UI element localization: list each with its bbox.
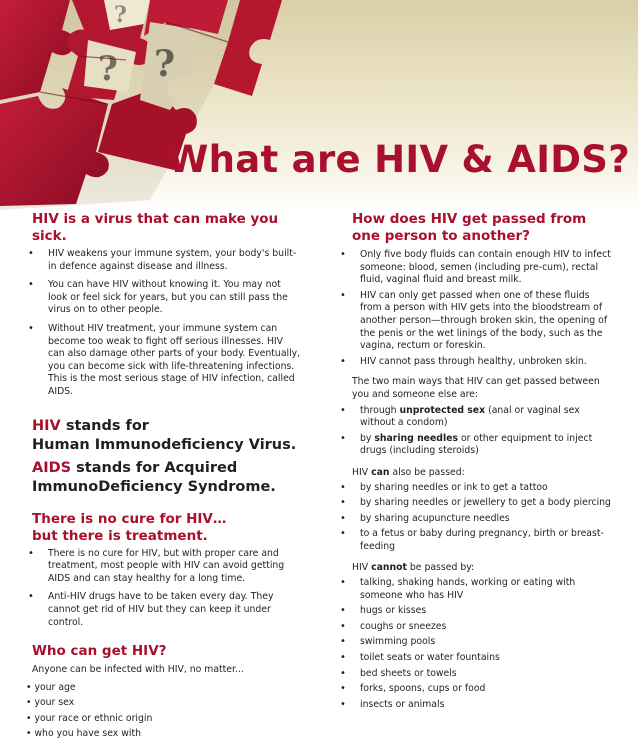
- list-item: • Anti-HIV drugs have to be taken every day. They cannot get rid of HIV but they can keep it under control.: [26, 591, 302, 629]
- list-item: • talking, shaking hands, working or eating with someone who has HIV: [338, 577, 614, 602]
- list-item: • insects or animals: [338, 699, 614, 712]
- list-item: • forks, spoons, cups or food: [338, 683, 614, 696]
- page-title: What are HIV & AIDS?: [167, 138, 630, 181]
- section-heading-hiv-virus: HIV is a virus that can make you sick.: [32, 211, 279, 244]
- list-item: • by sharing needles or other equipment to inject drugs (including steroids): [338, 433, 614, 458]
- list-item: • by sharing needles or ink to get a tattoo: [338, 482, 614, 495]
- svg-text:?: ?: [114, 2, 127, 28]
- list-item: • Only five body fluids can contain enough HIV to infect someone: blood, semen (including pre-cum), rectal fluid, vaginal fluid and breast milk.: [338, 249, 614, 287]
- svg-text:?: ?: [154, 43, 176, 85]
- list-item: • by sharing needles or jewellery to get a body piercing: [338, 497, 614, 510]
- ways-list: [338, 405, 614, 458]
- how-passed-bullets: [338, 249, 614, 368]
- list-item: • You can have HIV without knowing it. You may not look or feel sick for years, but you can still pass the virus on to other people.: [26, 279, 302, 317]
- section-heading-who-can-get: Who can get HIV?: [32, 643, 167, 660]
- list-item: • swimming pools: [338, 636, 614, 649]
- list-item: • to a fetus or baby during pregnancy, birth or breast-feeding: [338, 528, 614, 553]
- can-intro: HIV can also be passed:: [352, 466, 465, 478]
- list-item: • bed sheets or towels: [338, 668, 614, 681]
- cannot-intro: HIV cannot be passed by:: [352, 562, 475, 574]
- no-cure-bullets: [26, 548, 302, 630]
- can-list: [338, 482, 614, 554]
- list-item: • your sex: [26, 695, 302, 711]
- list-item: • There is no cure for HIV, but with proper care and treatment, most people with HIV can avoid getting AIDS and can stay healthy for a long time.: [26, 548, 302, 586]
- list-item: • Without HIV treatment, your immune system can become too weak to fight off serious illnesses. HIV can also damage other parts of your body. Eventually, you can become sick with life-threatening infections. This is the most serious stage of HIV infection, called AIDS.: [26, 323, 302, 399]
- section-heading-how-passed: How does HIV get passed from one person to another?: [352, 211, 587, 244]
- svg-text:?: ?: [98, 49, 118, 89]
- list-item: • your age: [26, 680, 302, 696]
- left-column: [32, 211, 302, 742]
- section-heading-no-cure: There is no cure for HIV… but there is treatment.: [32, 510, 227, 544]
- hiv-virus-bullets: [26, 248, 302, 399]
- list-item: • HIV can only get passed when one of these fluids from a person with HIV gets into the bloodstream of another person—through broken skin, the opening of the penis or the wet linings of the body, such as the vagina, rectum or foreskin.: [338, 290, 614, 353]
- list-item: • HIV cannot pass through healthy, unbroken skin.: [338, 356, 614, 369]
- who-list: [26, 680, 302, 742]
- list-item: • by sharing acupuncture needles: [338, 513, 614, 526]
- list-item: • through unprotected sex (anal or vaginal sex without a condom): [338, 405, 614, 430]
- cannot-list: [338, 577, 614, 711]
- right-column: [352, 211, 614, 714]
- hiv-definition: HIV stands for Human Immunodeficiency Virus.: [32, 417, 297, 453]
- list-item: • coughs or sneezes: [338, 621, 614, 634]
- list-item: • toilet seats or water fountains: [338, 652, 614, 665]
- list-item: • HIV weakens your immune system, your body's built-in defence against disease and illness.: [26, 248, 302, 273]
- aids-definition: AIDS stands for Acquired ImmunoDeficiency Syndrome.: [32, 459, 276, 495]
- who-intro: Anyone can be infected with HIV, no matter...: [32, 664, 244, 676]
- ways-intro: The two main ways that HIV can get passed between you and someone else are:: [352, 376, 600, 400]
- list-item: • who you have sex with: [26, 726, 302, 742]
- list-item: • your race or ethnic origin: [26, 711, 302, 727]
- list-item: • hugs or kisses: [338, 605, 614, 618]
